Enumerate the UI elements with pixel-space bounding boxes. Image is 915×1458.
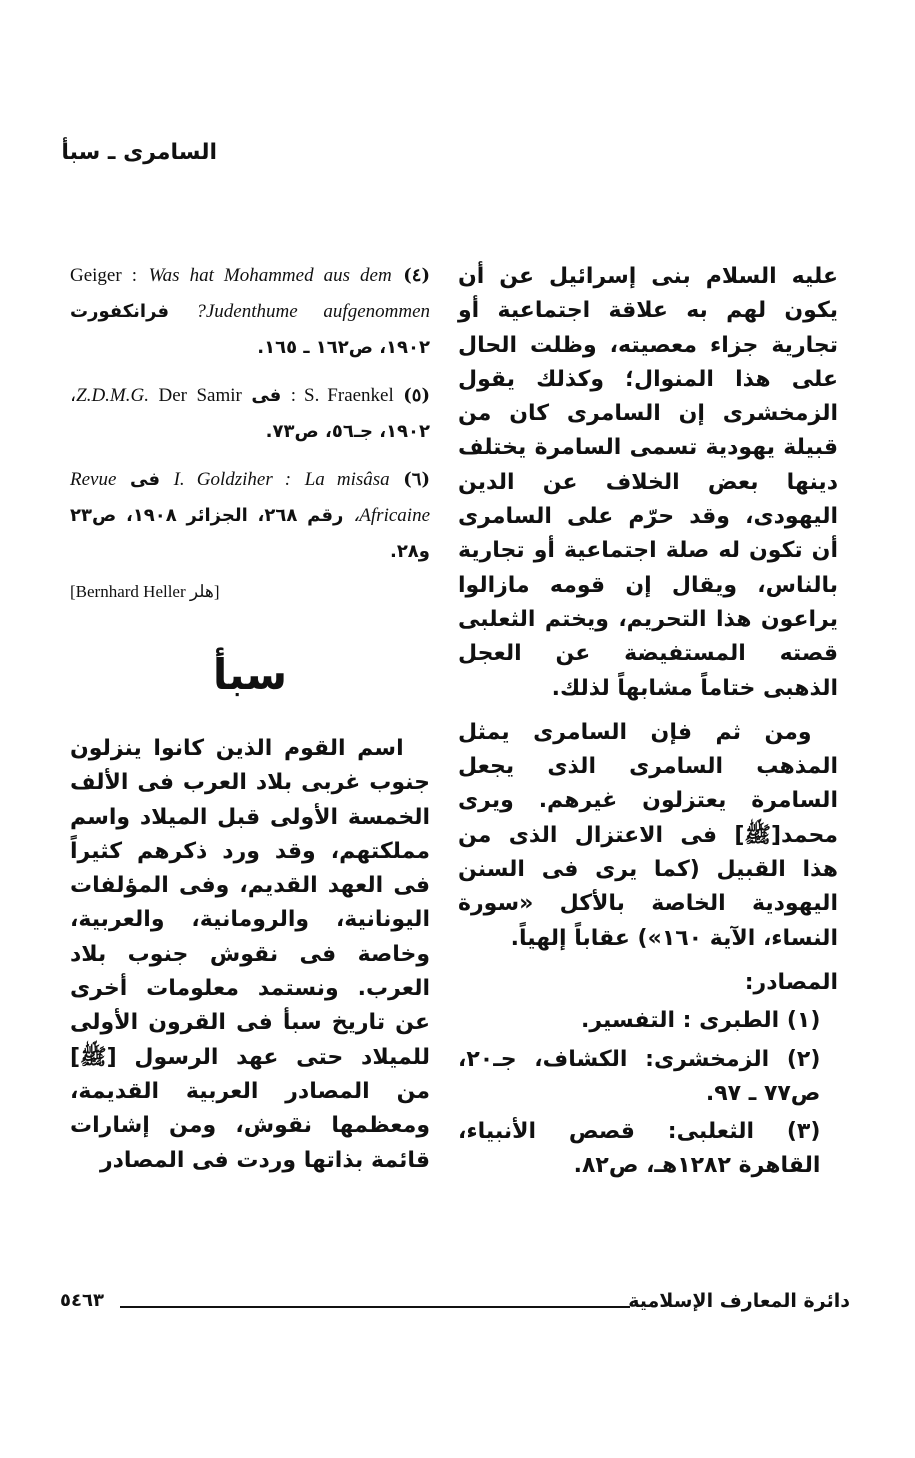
reference-work: La misâsa: [304, 469, 390, 490]
reference-journal: Revue Africaine،: [70, 469, 430, 526]
page-footer: [60, 1290, 850, 1330]
reference-details: رقم ٢٦٨، الجزائر ١٩٠٨، ص٢٣ و٢٨.: [70, 505, 430, 562]
reference-author: Geiger :: [70, 265, 138, 286]
paragraph: عليه السلام بنى إسرائيل عن أن يكون لهم به علاقة اجتماعية أو تجارية جزاء معصيته، وظلت الحال على هذا المنوال؛ وكذلك يقول الزمخشرى إن السامرى كان من قبيلة يهودية تسمى السامرة يختلف دينها بعض الخلاف عن الدين اليهودى، وقد حرّم على السامرى أن تكون له صلة اجتماعية أو تجارية بالناس، ويقال إن قومه مازالوا يراعون هذا التحريم، ويختم الثعلبى قصته المستفيضة عن العجل الذهبى ختاماً مشابهاً لذلك.: [458, 264, 838, 701]
reference-author: S. Fraenkel :: [290, 385, 394, 406]
footer-rule: [120, 1306, 630, 1308]
reference-pre: Der: [158, 385, 187, 406]
reference-journal: Z.D.M.G.: [76, 385, 149, 406]
author-signature: [Bernhard Heller هلر]: [70, 582, 220, 601]
running-header: السامرى ـ سبأ: [61, 140, 217, 165]
reference-item: [70, 378, 430, 450]
left-column: [70, 258, 430, 1178]
paragraph: ومن ثم فإن السامرى يمثل المذهب السامرى الذى يجعل السامرة يعتزلون غيرهم. ويرى محمد[ﷺ] فى الاعتزال الذى من هذا القبيل (كما يرى فى السنن اليهودية الخاصة بالأكل «سورة النساء، الآية ١٦٠») عقاباً إلهياً.: [458, 719, 838, 951]
reference-post: Samir،: [70, 385, 242, 406]
page-number: ٥٤٦٣: [60, 1290, 104, 1311]
reference-in: فى: [130, 469, 160, 490]
source-item: (٣) الثعلبى: قصص الأنبياء، القاهرة ١٢٨٢هـ، ص٨٢.: [458, 1119, 821, 1179]
reference-item: [70, 462, 430, 570]
publication-title: دائرة المعارف الإسلامية: [628, 1290, 850, 1312]
reference-details: فرانكفورت ١٩٠٢، ص١٦٢ ـ ١٦٥.: [70, 301, 430, 358]
reference-item: [70, 258, 430, 366]
reference-author: I. Goldziher :: [173, 469, 292, 490]
reference-work: Was hat Mohammed aus dem Judenthume aufgenommen?: [148, 265, 430, 322]
reference-number: (٥): [403, 385, 430, 406]
right-column: [458, 260, 838, 1184]
reference-in: فى: [251, 385, 282, 406]
source-item: (١) الطبرى : التفسير.: [580, 1008, 821, 1034]
reference-details: ١٩٠٢، جـ٥٦، ص٧٣.: [265, 421, 430, 442]
reference-number: (٤): [403, 265, 430, 286]
paragraph: اسم القوم الذين كانوا ينزلون جنوب غربى بلاد العرب فى الألف الخمسة الأولى قبل الميلاد واسم مملكتهم، وقد ورد ذكرهم كثيراً فى العهد القديم، وفى المؤلفات اليونانية، والرومانية، والعربية، وخاصة فى نقوش جنوب بلاد العرب. ونستمد معلومات أخرى عن تاريخ سبأ فى القرون الأولى للميلاد حتى عهد الرسول [ﷺ] من المصادر العربية القديمة، ومعظمها نقوش، ومن إشارات قائمة بذاتها وردت فى المصادر: [70, 736, 430, 1173]
article-title: سبأ: [212, 650, 288, 699]
reference-number: (٦): [403, 469, 430, 490]
sources-heading: المصادر:: [744, 969, 838, 995]
source-item: (٢) الزمخشرى: الكشاف، جـ٢٠، ص٧٧ ـ ٩٧.: [458, 1046, 821, 1106]
